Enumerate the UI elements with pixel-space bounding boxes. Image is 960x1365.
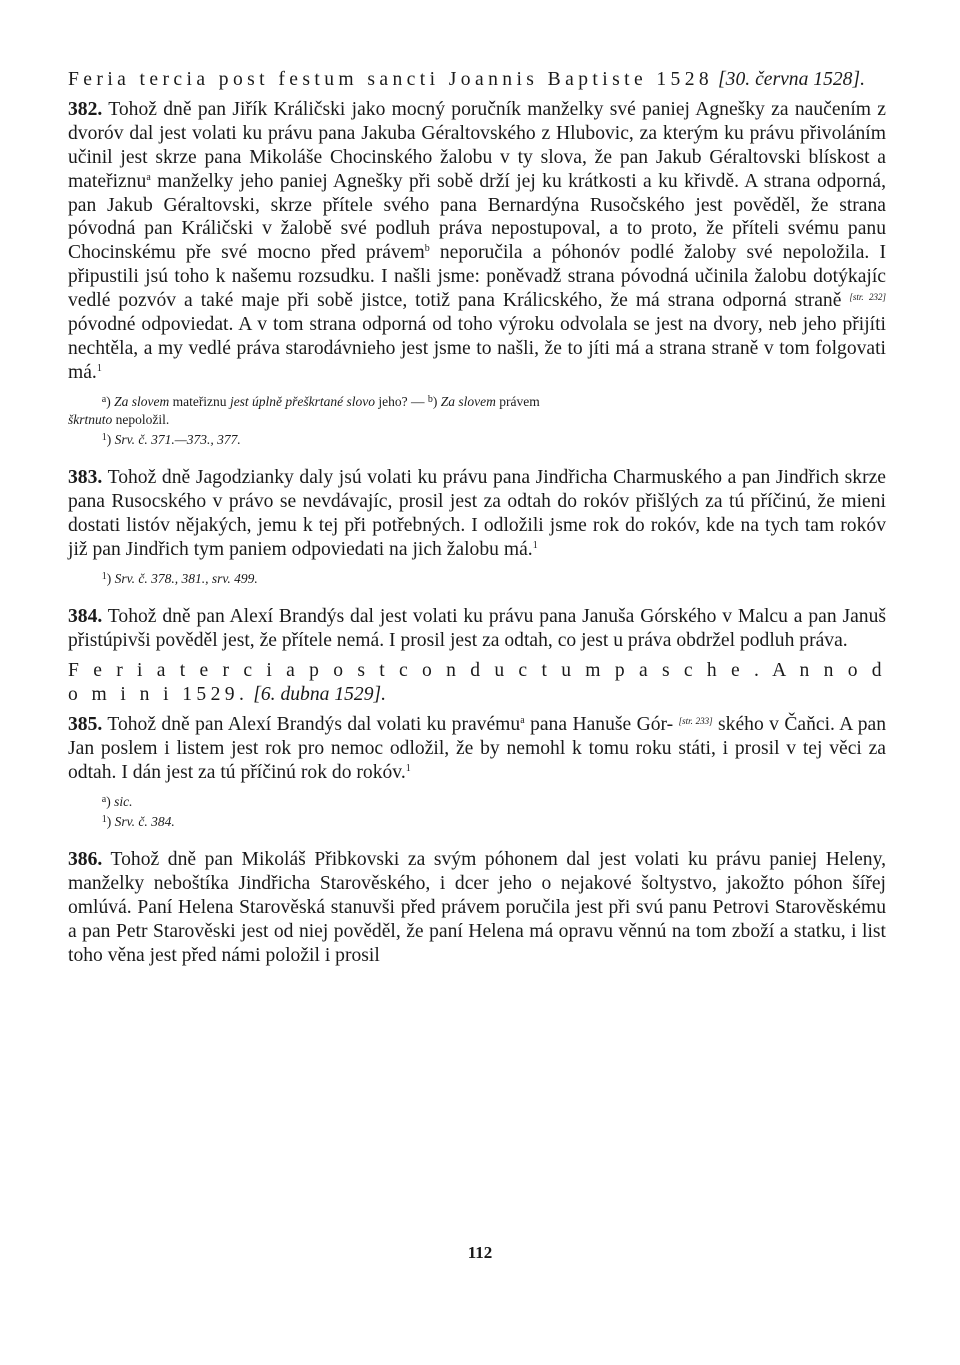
entry-text: Tohož dně pan Mikoláš Přibkovski za svým póhonem dal jest volati ku právu paniej Heleny, manželky neboštíka Jindřicha Starověského, i dcer jeho o nejakové šoltystvo, jakožto póhon šířej omlúvá. Paní Helena Starověská stanuvši před právem poručila jest při svú panu Petrovi Starověskému a pan Petr Starověski jest od niej pověděl, že paní Helena má opravu věnnú na tom zboží a statku, i list toho věna jest před námi položil i prosil (68, 848, 886, 966)
footnote-marker: b (424, 243, 430, 255)
section-heading-1 (68, 68, 886, 92)
footnote-marker: 1 (405, 762, 411, 774)
entry-number: 386. (68, 848, 103, 870)
entry-text-part: neporučila a póhonóv podlé žaloby své nepoložila. I připustili jsú toho k našemu rozsudku. I našli jsme: poněvadž strana póvodná učinila žalobu dotýkajíc vedlé pozvóv a také maje při sobě jistce, totiž pana Králicského, že má strana odporná straně (68, 242, 886, 312)
page-number: 112 (467, 1243, 493, 1262)
footnote-marker: 1 (96, 362, 102, 374)
footnote-mark: b (427, 393, 433, 405)
entry-382 (68, 98, 886, 385)
footnote-marker: 1 (532, 540, 538, 552)
footnote-text: sic. (114, 793, 133, 809)
footnote-text: nepoložil. (115, 411, 170, 427)
entry-385 (68, 713, 886, 785)
entry-383 (68, 466, 886, 562)
footnote-mark: 1 (101, 571, 107, 583)
footnote-marker: a (520, 714, 525, 726)
entry-text-part: ského v Čaňci. A pan Jan poslem i listem jest rok pro nemoc odložil, že by nemohl k tomu roku státi, i prosil v tej věci za odtah. I dán jest za tú příčinú rok do rokóv. (68, 713, 886, 783)
heading-date: [6. dubna 1529]. (253, 683, 387, 705)
footnote-mark: 1 (101, 432, 107, 444)
entry-text-part: Tohož dně pan Jiřík Králičski jako mocný poručník manželky své paniej Agnešky za naučením z dvoróv dal jest volati ku právu pana Jakuba Géraltovského z Hlubovic, za kterým ku právu přivoláním učinil jest skrze pana Mikoláše Chocinského žalobu v ty slova, že pan Jakub Géraltovski blískost a mateřiznu (68, 98, 886, 192)
footnote-text: právem (499, 393, 540, 409)
footnote-text: jeho? — (378, 393, 425, 409)
footnote-1: $^1$) Srv. č. 384. (101, 813, 175, 829)
footnote-text: mateřiznu (172, 393, 227, 409)
footnote-mark: 1 (101, 813, 107, 825)
page-content (68, 68, 886, 968)
footnote-mark: a (101, 793, 107, 805)
footnote-1: $^1$) Srv. č. 371.—373., 377. (101, 432, 241, 448)
entry-number: 385. (68, 713, 103, 735)
heading-text: Feria tercia post festum sancti Joannis Baptiste 1528 (68, 69, 714, 90)
heading-text: F e r i a t e r c i a p o s t c o n d u c t u m p a s c h e . A n n o d o m i n i 1529. (68, 660, 886, 705)
footnote-a: $^a$) sic. (101, 793, 133, 809)
entry-number: 384. (68, 606, 103, 628)
page-break-marker: [str. 232] (849, 292, 886, 303)
section-heading-2 (68, 659, 886, 707)
footnote-1: $^1$) Srv. č. 378., 381., srv. 499. (101, 571, 258, 587)
footnote-text: Za slovem (114, 393, 170, 409)
entry-text: Tohož dně Jagodzianky daly jsú volati ku právu pana Jindřicha Charmuského a pan Jindřich skrze pana Rusocského v právo se nevdávajíc, prosil jest za odtah do rokóv přišlých za tú příčinú, že mieni dostati listóv nějakých, jemu k tej při potřebných. I odložili jsme rok do rokóv, kde na tych tam rokóv již pan Jindřich tym paniem odpoviedati na jich žalobu má. (68, 467, 886, 561)
entry-386 (68, 848, 886, 968)
footnote-text: jest úplně přeškrtané slovo (229, 393, 376, 409)
footnote-mark: a (101, 393, 107, 405)
entry-number: 382. (68, 98, 103, 120)
entry-text-part: pana Hanuše Gór- (524, 713, 674, 735)
entry-text: Tohož dně pan Alexí Brandýs dal jest volati ku právu pana Januša Górského v Malcu a pan Januš přistúpivši pověděl jest, že přítele nemá. I prosil jest za odtah, co jest u práva obdržel podluh práva. (68, 606, 887, 652)
footnote-text: Srv. č. 378., 381., srv. 499. (114, 571, 258, 587)
footnote-text: Za slovem (440, 393, 496, 409)
entry-number: 383. (68, 467, 103, 489)
entry-text-part: Tohož dně pan Alexí Brandýs dal volati ku pravému (107, 713, 521, 735)
footnote-a-b: $^a$) Za slovem mateřiznu jest úplně přeškrtané slovo jeho? — $^b$) Za slovem právem škrtnuto nepoložil. (68, 393, 540, 427)
heading-date: [30. června 1528]. (718, 69, 865, 90)
page-break-marker: [str. 233] (678, 715, 713, 726)
footnote-text: škrtnuto (68, 411, 113, 427)
entry-text-part: manželky jeho paniej Agnešky při sobě drží jej ku krátkosti a ku křivdě. A strana odporná, pan Jakub Géraltovski, skrze přítele svého pana Bernardýna Rusočského jest pověděl, že strana póvodná pan Králičski v žalobě své podluh práva nepostupoval, a to proto, že příteli svému panu Chocinskému pře své mocno před právem (68, 170, 886, 264)
entry-text-part: póvodné odpoviedat. A v tom strana odporná od toho výroku odvolala se jest na dvory, neb jeho přijíti nechtěla, a my vedlé práva starodávnieho jest jsme to našli, že to jíti má a strana straně v tom folgovati má. (68, 314, 886, 383)
footnote-text: Srv. č. 384. (114, 813, 175, 829)
footnote-text: Srv. č. 371.—373., 377. (114, 432, 241, 448)
footnote-marker: a (146, 171, 151, 183)
entry-384 (68, 605, 886, 653)
